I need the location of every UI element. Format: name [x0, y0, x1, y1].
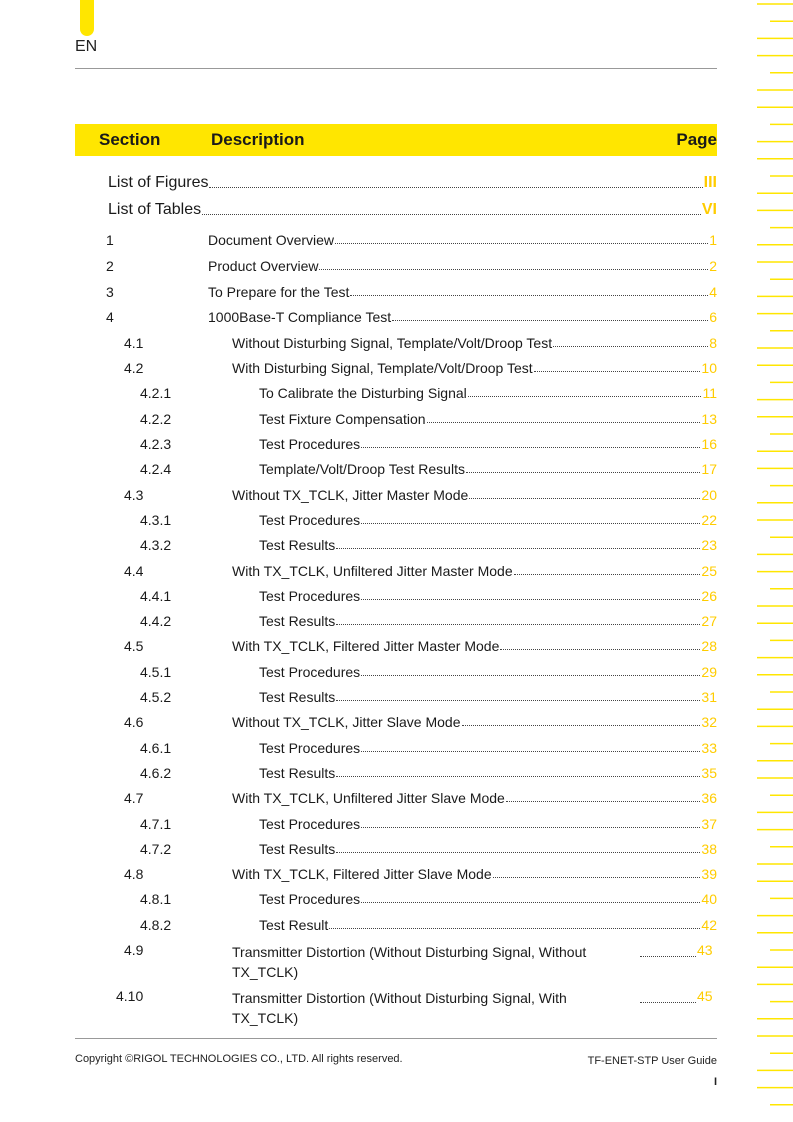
toc-section-number: 4.3 — [124, 487, 144, 503]
toc-page-link[interactable]: 35 — [701, 765, 717, 781]
toc-page-link[interactable]: 17 — [701, 461, 717, 477]
toc-page-link[interactable]: 38 — [701, 841, 717, 857]
dot-leader — [209, 187, 702, 188]
toc-title-link[interactable]: Without Disturbing Signal, Template/Volt/Droop Test — [232, 335, 553, 351]
language-label: EN — [75, 38, 98, 55]
toc-section-number: 4.7 — [124, 790, 144, 806]
toc-section-number: 4.4.2 — [140, 613, 172, 629]
toc-section-number: 4.5.1 — [140, 664, 172, 680]
toc-section-number: 4.3.1 — [140, 512, 172, 528]
toc-page-link[interactable]: III — [703, 174, 717, 191]
toc-page-link[interactable]: 8 — [709, 335, 717, 351]
toc-page-link[interactable]: 37 — [701, 816, 717, 832]
toc-title-link[interactable]: Test Results — [259, 613, 336, 629]
dot-leader — [336, 852, 700, 853]
toc-page-link[interactable]: 28 — [701, 638, 717, 654]
toc-title-link[interactable]: Template/Volt/Droop Test Results — [259, 461, 465, 477]
toc-section-number: 4.7.2 — [140, 841, 172, 857]
toc-page-link[interactable]: 2 — [709, 258, 717, 274]
toc-section-number: 4.2.1 — [140, 385, 172, 401]
dot-leader — [506, 801, 701, 802]
page-number: I — [713, 1076, 717, 1088]
dot-leader — [514, 574, 701, 575]
toc-page-link[interactable]: 1 — [709, 232, 717, 248]
toc-section-number: 4.1 — [124, 335, 144, 351]
toc-page-link[interactable]: 39 — [701, 866, 717, 882]
toc-section-number: 4.7.1 — [140, 816, 172, 832]
dot-leader — [336, 700, 700, 701]
toc-page-link[interactable]: 43 — [697, 942, 713, 958]
toc-section-number: 4.2.2 — [140, 411, 172, 427]
section-column-header: Section — [99, 130, 161, 149]
toc-section-number: 4.3.2 — [140, 537, 172, 553]
dot-leader — [361, 447, 700, 448]
toc-title-link[interactable]: Test Fixture Compensation — [259, 411, 426, 427]
toc-title-link[interactable]: With TX_TCLK, Filtered Jitter Master Mode — [232, 638, 500, 654]
toc-section-number: 4.2 — [124, 360, 144, 376]
toc-title-link[interactable]: Without TX_TCLK, Jitter Master Mode — [232, 487, 469, 503]
dot-leader — [553, 346, 708, 347]
footer-divider — [75, 1038, 717, 1039]
toc-title-link[interactable]: 1000Base-T Compliance Test — [208, 309, 392, 325]
toc-page-link[interactable]: 33 — [701, 740, 717, 756]
toc-page-link[interactable]: 26 — [701, 588, 717, 604]
copyright-text: Copyright ©RIGOL TECHNOLOGIES CO., LTD. All rights reserved. — [75, 1053, 403, 1065]
toc-title-link[interactable]: Test Procedures — [259, 816, 361, 832]
toc-section-number: 4.9 — [124, 942, 144, 958]
toc-title-link[interactable]: Test Procedures — [259, 588, 361, 604]
toc-title-link[interactable]: Test Result — [259, 917, 329, 933]
dot-leader — [640, 1002, 696, 1003]
toc-page-link[interactable]: 11 — [702, 385, 717, 401]
toc-title-link[interactable]: Test Results — [259, 689, 336, 705]
toc-section-number: 4.4.1 — [140, 588, 172, 604]
dot-leader — [466, 472, 700, 473]
toc-page-link[interactable]: 13 — [701, 411, 717, 427]
toc-title-link[interactable]: Test Procedures — [259, 436, 361, 452]
toc-page-link[interactable]: 20 — [701, 487, 717, 503]
toc-section-number: 4.8.2 — [140, 917, 172, 933]
toc-page-link[interactable]: 42 — [701, 917, 717, 933]
dot-leader — [361, 675, 700, 676]
toc-section-number: 4 — [106, 309, 114, 325]
dot-leader — [361, 827, 700, 828]
toc-page-link[interactable]: 22 — [701, 512, 717, 528]
toc-page-link[interactable]: 45 — [697, 988, 713, 1004]
toc-title-link[interactable]: To Prepare for the Test — [208, 284, 350, 300]
toc-section-number: 4.6.1 — [140, 740, 172, 756]
toc-page-link[interactable]: VI — [701, 201, 717, 218]
toc-section-number: 4.8.1 — [140, 891, 172, 907]
dot-leader — [361, 599, 700, 600]
toc-page-link[interactable]: 32 — [701, 714, 717, 730]
toc-page-link[interactable]: 16 — [701, 436, 717, 452]
toc-section-number: 4.5 — [124, 638, 144, 654]
dot-leader — [427, 422, 701, 423]
dot-leader — [640, 956, 696, 957]
toc-section-number: 4.8 — [124, 866, 144, 882]
toc-page-link[interactable]: 25 — [701, 563, 717, 579]
toc-page-link[interactable]: 36 — [701, 790, 717, 806]
toc-section-number: 4.6 — [124, 714, 144, 730]
dot-leader — [361, 751, 700, 752]
dot-leader — [336, 624, 700, 625]
toc-title-link[interactable]: Test Procedures — [259, 664, 361, 680]
page-column-header: Page — [676, 130, 717, 149]
toc-title-link[interactable]: With TX_TCLK, Unfiltered Jitter Slave Mode — [232, 790, 505, 806]
toc-title-link[interactable]: To Calibrate the Disturbing Signal — [259, 385, 467, 401]
toc-title-link[interactable]: Test Procedures — [259, 740, 361, 756]
dot-leader — [350, 295, 708, 296]
toc-page-link[interactable]: 23 — [701, 537, 717, 553]
dot-leader — [469, 498, 700, 499]
toc-section-number: 4.2.4 — [140, 461, 172, 477]
toc-title-link[interactable]: Test Results — [259, 537, 336, 553]
dot-leader — [493, 877, 701, 878]
toc-title-link[interactable]: Transmitter Distortion (Without Disturbing Signal, Without TX_TCLK) — [232, 944, 587, 980]
toc-title-link[interactable]: Transmitter Distortion (Without Disturbing Signal, With TX_TCLK) — [232, 990, 567, 1026]
dot-leader — [534, 371, 701, 372]
toc-title-link[interactable]: Test Results — [259, 841, 336, 857]
toc-section-number: 3 — [106, 284, 114, 300]
dot-leader — [361, 523, 700, 524]
toc-section-number: 1 — [106, 232, 114, 248]
dot-leader — [500, 649, 700, 650]
toc-title-link[interactable]: Product Overview — [208, 258, 319, 274]
toc-page-link[interactable]: 27 — [701, 613, 717, 629]
dot-leader — [329, 928, 700, 929]
toc-title-link[interactable]: Test Procedures — [259, 891, 361, 907]
dot-leader — [319, 269, 708, 270]
toc-page-link[interactable]: 40 — [701, 891, 717, 907]
toc-page-link[interactable]: 10 — [701, 360, 717, 376]
toc-section-number: 2 — [106, 258, 114, 274]
toc-section-number: 4.2.3 — [140, 436, 172, 452]
toc-page-link[interactable]: 6 — [709, 309, 717, 325]
toc-section-number: 4.10 — [116, 988, 144, 1004]
dot-leader — [336, 548, 700, 549]
toc-section-number: 4.5.2 — [140, 689, 172, 705]
toc-title-link[interactable]: With TX_TCLK, Unfiltered Jitter Master Mode — [232, 563, 513, 579]
dot-leader — [468, 396, 702, 397]
toc-title-link[interactable]: Test Results — [259, 765, 336, 781]
toc-page-link[interactable]: 29 — [701, 664, 717, 680]
dot-leader — [462, 725, 701, 726]
toc-page-link[interactable]: 31 — [701, 689, 717, 705]
toc-title-link[interactable]: Document Overview — [208, 232, 335, 248]
toc-title-link[interactable]: With TX_TCLK, Filtered Jitter Slave Mode — [232, 866, 492, 882]
description-column-header: Description — [211, 130, 305, 149]
toc-section-number: 4.4 — [124, 563, 144, 579]
dot-leader — [361, 902, 700, 903]
toc-title-link[interactable]: Test Procedures — [259, 512, 361, 528]
toc-title-link[interactable]: With Disturbing Signal, Template/Volt/Droop Test — [232, 360, 533, 376]
dot-leader — [335, 243, 708, 244]
guide-title: TF-ENET-STP User Guide — [587, 1055, 717, 1067]
dot-leader — [336, 776, 700, 777]
toc-title-link[interactable]: List of Figures — [108, 174, 209, 191]
toc-title-link[interactable]: List of Tables — [108, 201, 202, 218]
dot-leader — [392, 320, 708, 321]
toc-section-number: 4.6.2 — [140, 765, 172, 781]
toc-title-link[interactable]: Without TX_TCLK, Jitter Slave Mode — [232, 714, 461, 730]
dot-leader — [202, 214, 701, 215]
toc-page-link[interactable]: 4 — [709, 284, 717, 300]
